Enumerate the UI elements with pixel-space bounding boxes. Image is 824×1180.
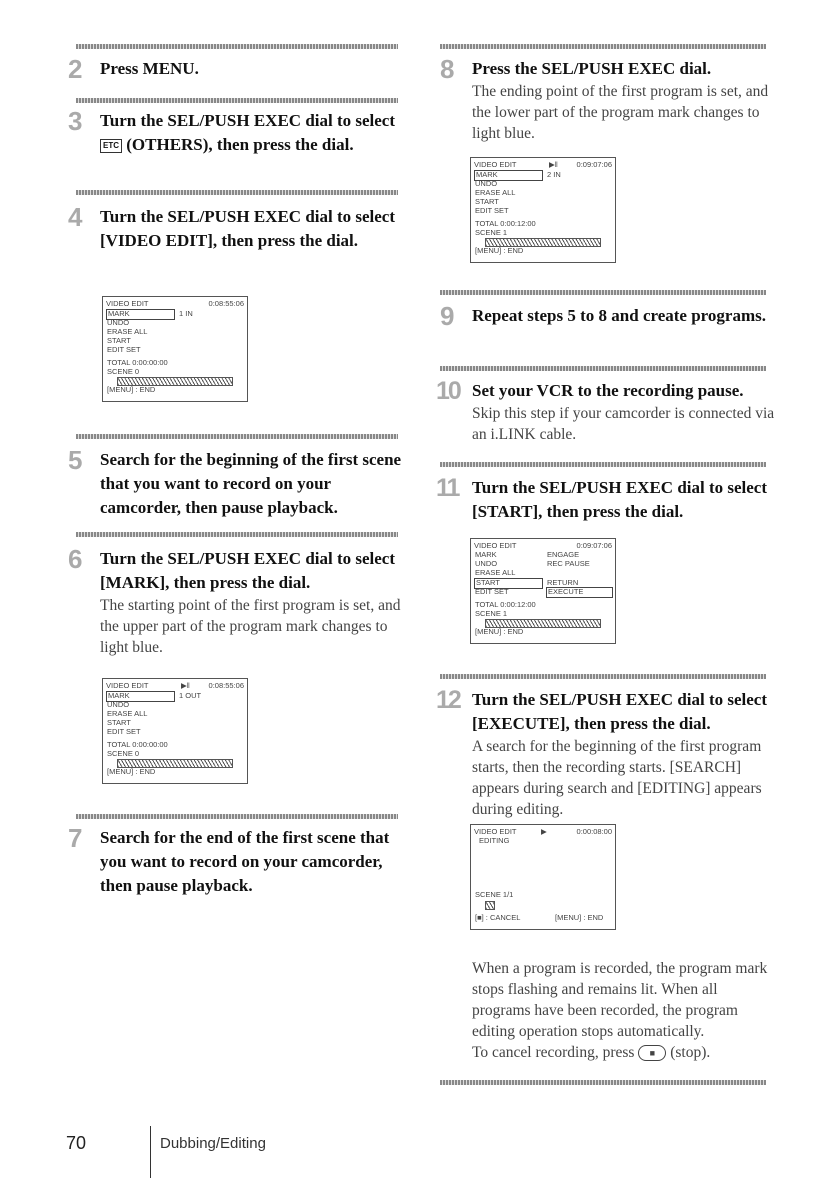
step-title: Press the SEL/PUSH EXEC dial. (472, 59, 712, 78)
separator (76, 190, 398, 195)
page-footer (66, 1133, 266, 1154)
step-5 (68, 445, 403, 520)
step-title: Repeat steps 5 to 8 and create programs. (472, 306, 766, 325)
step-6 (68, 544, 403, 658)
step-title: Turn the SEL/PUSH EXEC dial to select [EXECUTE], then press the dial. (472, 690, 768, 733)
step-number: 7 (68, 823, 81, 853)
step-title: Turn the SEL/PUSH EXEC dial to select [MARK], then press the dial. (100, 549, 396, 592)
step-title: Turn the SEL/PUSH EXEC dial to select ETC (OTHERS), then press the dial. (100, 111, 396, 154)
program-bar (485, 901, 495, 910)
separator (76, 44, 398, 49)
step-number: 2 (68, 54, 81, 84)
step-body: A search for the beginning of the first program starts, then the recording starts. [SEARCH] appears during search and [EDITING] appears during editing. (472, 738, 762, 818)
step-9 (440, 301, 775, 331)
section-title: Dubbing/Editing (160, 1135, 266, 1152)
closing-text: When a program is recorded, the program mark stops flashing and remains lit. When all programs have been recorded, the program editing operation stops automatically. (472, 960, 768, 1040)
step-number: 9 (440, 301, 453, 331)
lcd-screen-step8: VIDEO EDIT ▶‖ 0:09:07:06 MARK 2 IN UNDO ERASE ALL START EDIT SET TOTAL 0:00:12:00 SCENE 1 [MENU] : END (470, 157, 616, 263)
separator (440, 674, 766, 679)
step-title: Set your VCR to the recording pause. (472, 381, 744, 400)
step-title: Turn the SEL/PUSH EXEC dial to select [START], then press the dial. (472, 478, 768, 521)
lcd-screen-step12: VIDEO EDIT ▶ 0:00:08:00 EDITING SCENE 1/1 [■] : CANCEL [MENU] : END (470, 824, 616, 930)
step-10 (436, 377, 775, 445)
step-2 (68, 54, 403, 84)
step-title: Search for the beginning of the first scene that you want to record on your camcorder, then pause playback. (100, 450, 402, 517)
footer-divider (150, 1126, 151, 1178)
lcd-screen-step6: VIDEO EDIT ▶‖ 0:08:55:06 MARK 1 OUT UNDO ERASE ALL START EDIT SET TOTAL 0:00:00:00 SCENE 0 [MENU] : END (102, 678, 248, 784)
step-12 (436, 686, 775, 820)
step-3 (68, 106, 403, 157)
step-number: 11 (436, 474, 459, 502)
separator (76, 434, 398, 439)
step-number: 3 (68, 106, 81, 136)
step-body: The starting point of the first program is set, and the upper part of the program mark changes to light blue. (100, 597, 401, 656)
separator (76, 814, 398, 819)
step-7 (68, 823, 403, 898)
separator (440, 290, 766, 295)
step-8 (440, 54, 775, 144)
stop-button-icon: ■ (638, 1045, 666, 1061)
page-number: 70 (66, 1133, 87, 1153)
cancel-instruction: To cancel recording, press ■ (stop). (472, 1044, 711, 1061)
step-number: 10 (436, 377, 460, 405)
step-number: 6 (68, 544, 81, 574)
separator (440, 44, 766, 49)
step-body: Skip this step if your camcorder is connected via an i.LINK cable. (472, 405, 775, 443)
separator (76, 532, 398, 537)
step-4 (68, 202, 403, 253)
separator (76, 98, 398, 103)
separator (440, 1080, 766, 1085)
separator (440, 366, 766, 371)
lcd-screen-step4: VIDEO EDIT 0:08:55:06 MARK 1 IN UNDO ERASE ALL START EDIT SET TOTAL 0:00:00:00 SCENE 0 [MENU] : END (102, 296, 248, 402)
step-body: The ending point of the first program is set, and the lower part of the program mark changes to light blue. (472, 83, 769, 142)
step-11 (436, 474, 775, 524)
step-number: 12 (436, 686, 460, 714)
step-title: Press MENU. (100, 59, 199, 78)
step-number: 8 (440, 54, 453, 84)
closing-note (440, 958, 775, 1063)
step-number: 4 (68, 202, 81, 232)
separator (440, 462, 766, 467)
step-title: Search for the end of the first scene that you want to record on your camcorder, then pause playback. (100, 828, 390, 895)
step-number: 5 (68, 445, 81, 475)
step-title: Turn the SEL/PUSH EXEC dial to select [VIDEO EDIT], then press the dial. (100, 207, 396, 250)
etc-icon: ETC (100, 139, 122, 153)
lcd-screen-step11: VIDEO EDIT 0:09:07:06 MARK UNDO ERASE ALL START EDIT SET ENGAGE REC PAUSE RETURN EXECUTE TOTAL 0:00:12:00 SCENE 1 [MENU] : END (470, 538, 616, 644)
